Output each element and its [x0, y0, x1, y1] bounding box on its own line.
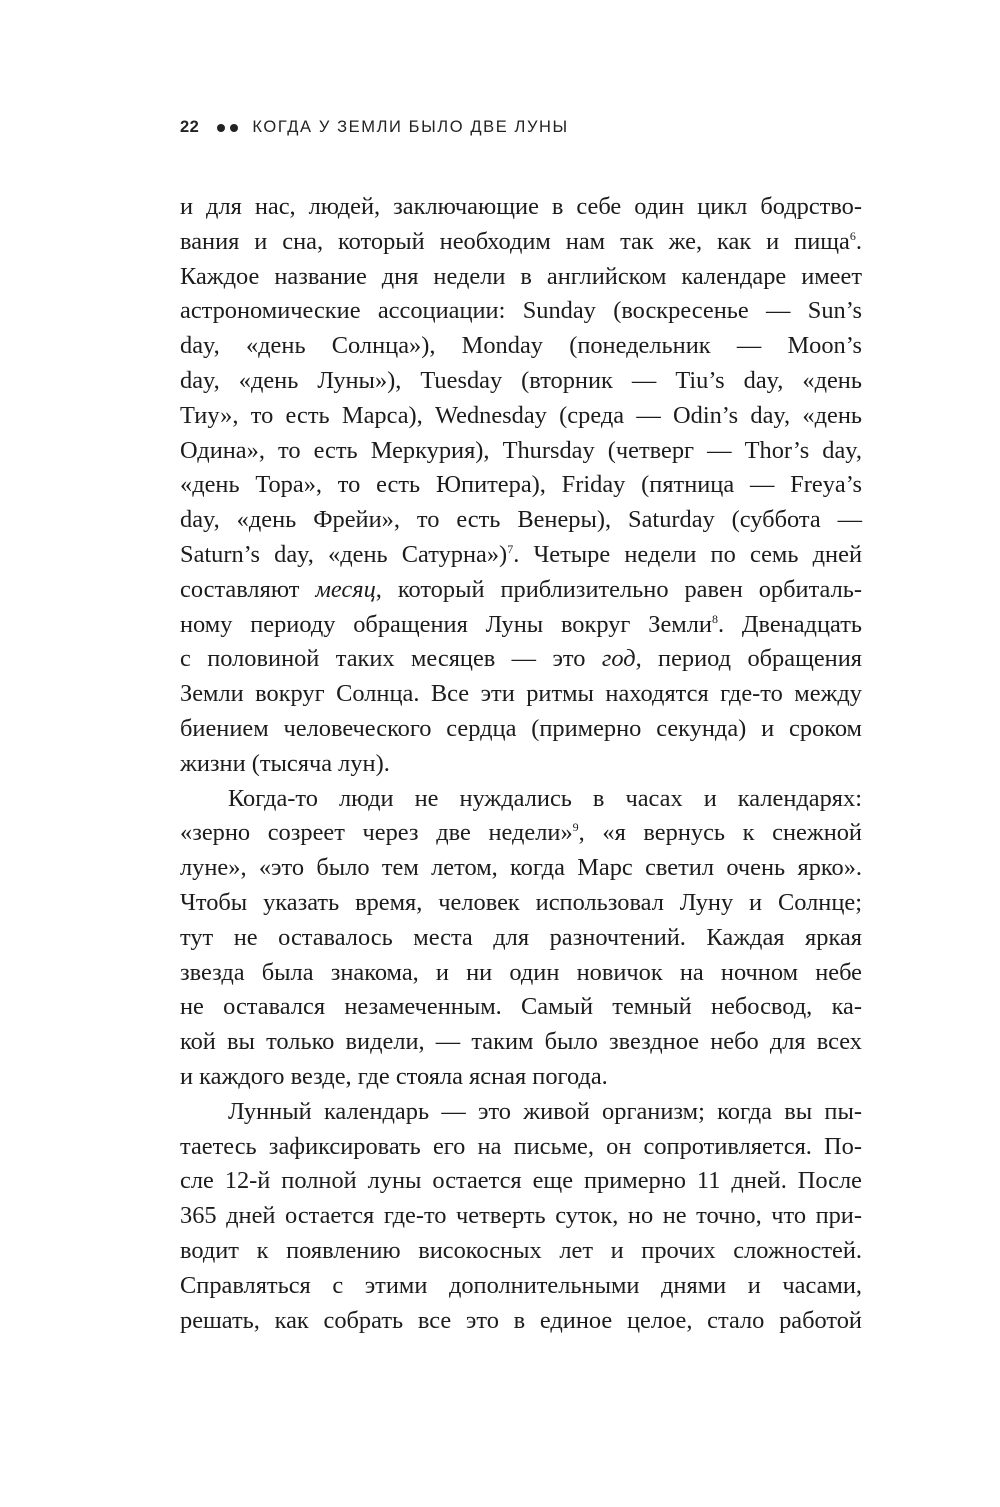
text-line: 365 дней остается где-то четверть суток, но не точно, что при- — [180, 1202, 862, 1230]
text-line: day, «день Солнца»), Monday (понедельник — Moon’s — [180, 332, 862, 360]
bullet-dot-icon — [230, 124, 238, 132]
running-header — [180, 118, 569, 137]
footnote-ref[interactable]: 7 — [507, 541, 514, 556]
emphasis-word: год — [601, 645, 636, 673]
text-line: луне», «это было тем летом, когда Марс светил очень ярко». — [180, 854, 862, 882]
paragraph-2 — [180, 782, 862, 1095]
text-line: Лунный календарь — это живой организм; когда вы пы- — [228, 1097, 862, 1125]
text-line: сле 12-й полной луны остается еще примерно 11 дней. После — [180, 1167, 862, 1195]
text-line: Одина», то есть Меркурия), Thursday (четверг — Thor’s day, — [180, 436, 862, 464]
text-line: Земли вокруг Солнца. Все эти ритмы находятся где-то между — [180, 680, 862, 708]
text-line: «зерно созреет через две недели»$^9$, «я вернусь к снежной — [180, 819, 862, 847]
text-line: не оставался незамеченным. Самый темный небосвод, ка- — [180, 993, 862, 1021]
footnote-ref[interactable]: 8 — [711, 611, 718, 626]
text-line: Когда-то люди не нуждались в часах и календарях: — [228, 784, 862, 812]
text-line: day, «день Луны»), Tuesday (вторник — Tiu’s day, «день — [180, 366, 862, 394]
text-line: астрономические ассоциации: Sunday (воскресенье — Sun’s — [180, 297, 862, 325]
emphasis-word: месяц — [315, 575, 376, 603]
text-line: вания и сна, который необходим нам так же, как и пища$^6$. — [180, 227, 862, 255]
text-line: ному периоду обращения Луны вокруг Земли$^8$. Двенадцать — [180, 610, 862, 638]
text-line: Тиу», то есть Марса), Wednesday (среда — Odin’s day, «день — [180, 401, 862, 429]
text-line: водит к появлению високосных лет и прочих сложностей. — [180, 1236, 862, 1264]
text-line: Справляться с этими дополнительными днями и часами, — [180, 1271, 862, 1299]
text-line: решать, как собрать все это в единое целое, стало работой — [180, 1306, 862, 1334]
text-line: Чтобы указать время, человек использовал Луну и Солнце; — [180, 888, 862, 916]
text-line: с половиной таких месяцев — это год, период обращения — [180, 645, 862, 673]
text-line: day, «день Фрейи», то есть Венеры), Saturday (суббота — — [180, 506, 862, 534]
text-line: и для нас, людей, заключающие в себе один цикл бодрство- — [180, 193, 862, 220]
text-line: тут не оставалось места для разночтений. Каждая яркая — [180, 923, 862, 951]
text-line: звезда была знакома, и ни один новичок на ночном небе — [180, 958, 862, 986]
paragraph-3 — [180, 1095, 862, 1339]
header-ornament — [217, 124, 238, 132]
text-line: Saturn’s day, «день Сатурна»)$^7$. Четыре недели по семь дней — [180, 540, 862, 568]
text-line: кой вы только видели, — таким было звездное небо для всех — [180, 1028, 862, 1056]
bullet-dot-icon — [217, 124, 225, 132]
text-line: составляют месяц, который приблизительно равен орбиталь- — [180, 575, 862, 603]
body-text — [180, 190, 862, 1338]
book-title: КОГДА У ЗЕМЛИ БЫЛО ДВЕ ЛУНЫ — [252, 118, 569, 136]
text-line: и каждого везде, где стояла ясная погода. — [180, 1062, 608, 1090]
text-line: таетесь зафиксировать его на письме, он сопротивляется. По- — [180, 1132, 862, 1160]
page-number: 22 — [180, 118, 200, 136]
text-line: биением человеческого сердца (примерно секунда) и сроком — [180, 714, 862, 742]
text-line: жизни (тысяча лун). — [180, 749, 390, 777]
footnote-ref[interactable]: 9 — [572, 820, 579, 835]
text-line: Каждое название дня недели в английском календаре имеет — [180, 262, 862, 290]
text-line: «день Тора», то есть Юпитера), Friday (пятница — Freya’s — [180, 471, 862, 499]
footnote-ref[interactable]: 6 — [849, 228, 856, 243]
paragraph-1 — [180, 190, 862, 782]
